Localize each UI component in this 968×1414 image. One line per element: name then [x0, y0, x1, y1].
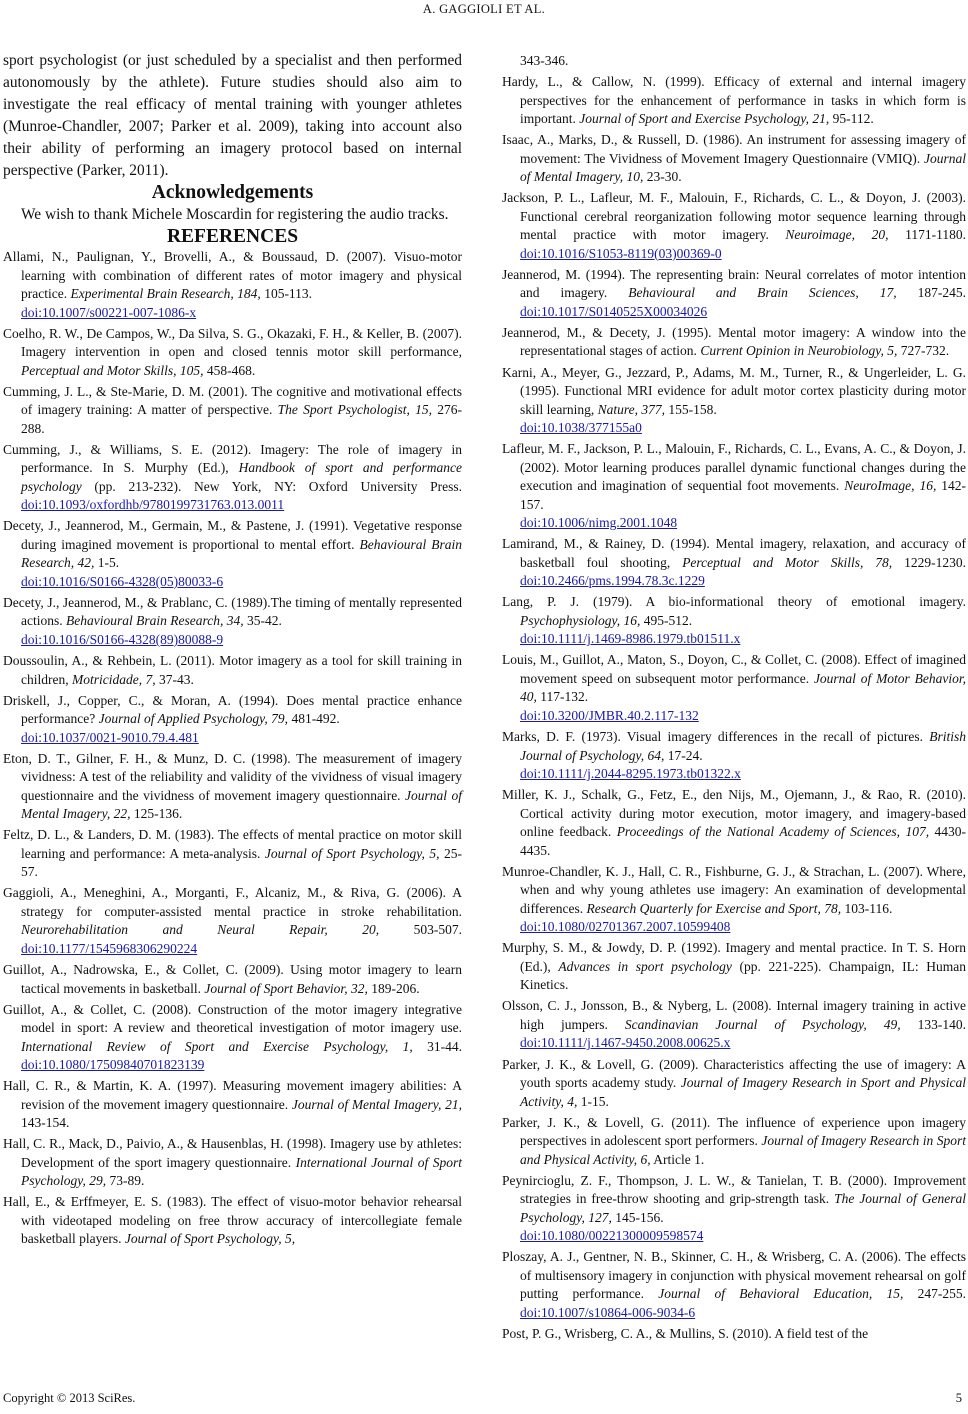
- reference-list-right: [502, 52, 966, 1343]
- reference-journal: Journal of Sport and Exercise Psychology, 21,: [579, 111, 830, 127]
- doi-link[interactable]: doi:10.1038/377155a0: [520, 420, 642, 436]
- reference-text: Karni, A., Meyer, G., Jezzard, P., Adams, M. M., Turner, R., & Ungerleider, L. G. (1995). Functional MRI evidence for adult motor cortex plasticity during motor skill learning,: [502, 364, 966, 417]
- reference-pages: 142-157.: [520, 478, 967, 512]
- reference-pages: 495-512.: [640, 612, 693, 628]
- reference-pages: 189-206.: [367, 980, 420, 996]
- reference-pages: (pp. 221-225). Champaign, IL: Human Kinetics.: [520, 958, 966, 993]
- reference-text: Murphy, S. M., & Jowdy, D. P. (1992). Imagery and mental practice. In T. S. Horn (Ed.),: [502, 940, 966, 974]
- reference-entry: [502, 52, 966, 71]
- doi-link[interactable]: doi:10.1007/s00221-007-1086-x: [21, 304, 197, 320]
- reference-entry: [3, 383, 462, 439]
- reference-entry: [502, 997, 966, 1053]
- left-column: [3, 50, 462, 1252]
- reference-pages: 125-136.: [130, 806, 183, 822]
- reference-entry: [502, 266, 966, 322]
- reference-journal: Experimental Brain Research, 184,: [70, 286, 261, 301]
- doi-link[interactable]: doi:10.1177/1545968306290224: [21, 940, 198, 956]
- reference-pages: 458-468.: [203, 362, 256, 378]
- reference-text: Lamirand, M., & Rainey, D. (1994). Mental imagery, relaxation, and accuracy of basketball foul shooting,: [502, 536, 966, 570]
- reference-journal: Journal of Mental Imagery, 21,: [291, 1096, 462, 1112]
- reference-text: Guillot, A., Nadrowska, E., & Collet, C. (2009). Using motor imagery to learn tactical movements in basketball.: [3, 962, 462, 996]
- reference-journal: Scandinavian Journal of Psychology, 49,: [624, 1016, 901, 1032]
- footer-page-number: 5: [955, 1391, 962, 1405]
- reference-entry: [502, 786, 966, 860]
- reference-pages: 276-288.: [21, 402, 462, 436]
- reference-text: Hall, C. R., & Martin, K. A. (1997). Measuring movement imagery abilities: A revision of the movement imagery questionnaire.: [3, 1078, 462, 1112]
- reference-pages: 145-156.: [611, 1209, 664, 1225]
- reference-text: Lang, P. J. (1979). A bio-informational theory of emotional imagery.: [502, 594, 966, 610]
- reference-entry: [502, 593, 966, 649]
- reference-text: Guillot, A., & Collet, C. (2008). Construction of the motor imagery integrative model in sport: A review and theoretical investigation of motor imagery use.: [3, 1001, 462, 1036]
- footer-copyright: Copyright © 2013 SciRes.: [3, 1391, 136, 1405]
- reference-journal: Journal of Mental Imagery, 22,: [21, 787, 462, 822]
- reference-text: Lafleur, M. F., Jackson, P. L., Malouin, F., Richards, C. L., Evans, A. C., & Doyon, J. (2002). Motor learning produces parallel dynamic functional changes during the execution and imagination of sequential foot movements.: [502, 441, 966, 494]
- reference-entry: [3, 248, 462, 322]
- doi-link[interactable]: doi:10.2466/pms.1994.78.3c.1229: [520, 573, 705, 589]
- reference-journal: Psychophysiology, 16,: [520, 612, 641, 628]
- reference-entry: [502, 535, 966, 591]
- reference-entry: [3, 884, 462, 958]
- reference-text: Decety, J., Jeannerod, M., & Prablanc, C. (1989).The timing of mentally represented actions.: [3, 594, 462, 629]
- doi-link[interactable]: doi:10.1111/j.2044-8295.1973.tb01322.x: [520, 766, 741, 782]
- reference-text: Doussoulin, A., & Rehbein, L. (2011). Motor imagery as a tool for skill training in children,: [3, 653, 462, 687]
- reference-text: Jeannerod, M. (1994). The representing brain: Neural correlates of motor intention and imagery.: [502, 266, 966, 301]
- reference-journal: Proceedings of the National Academy of Sciences, 107,: [616, 824, 930, 840]
- reference-entry: [502, 324, 966, 361]
- reference-entry: [502, 1056, 966, 1112]
- reference-entry: [502, 651, 966, 725]
- right-column: [502, 52, 966, 1346]
- doi-link[interactable]: doi:10.1093/oxfordhb/9780199731763.013.0011: [21, 497, 285, 513]
- doi-link[interactable]: doi:10.1016/S0166-4328(05)80033-6: [21, 573, 224, 589]
- reference-pages: 25-57.: [21, 845, 462, 880]
- reference-entry: [502, 1325, 966, 1344]
- reference-text: Cumming, J. L., & Ste-Marie, D. M. (2001). The cognitive and motivational effects of imagery training: A matter of perspective.: [3, 383, 462, 418]
- running-head: A. GAGGIOLI ET AL.: [422, 2, 546, 16]
- reference-pages: 143-154.: [21, 1115, 70, 1131]
- doi-link[interactable]: doi:10.1080/17509840701823139: [21, 1057, 205, 1073]
- reference-journal: British Journal of Psychology, 64,: [520, 729, 966, 763]
- reference-entry: [502, 189, 966, 263]
- reference-journal: Nature, 377,: [597, 401, 665, 417]
- reference-text: Isaac, A., Marks, D., & Russell, D. (1986). An instrument for assessing imagery of movement: The Vividness of Movement Imagery Questionnaire (VMIQ).: [502, 132, 966, 166]
- reference-entry: [3, 826, 462, 882]
- reference-text: Coelho, R. W., De Campos, W., Da Silva, S. G., Okazaki, F. H., & Keller, B. (2007). Imagery intervention in open and closed tennis motor skill performance,: [3, 325, 462, 360]
- reference-entry: [502, 939, 966, 995]
- reference-text: Parker, J. K., & Lovell, G. (2009). Characteristics affecting the use of imagery: A youth sports academy study.: [502, 1056, 966, 1090]
- reference-entry: [3, 517, 462, 591]
- doi-link[interactable]: doi:10.1080/02701367.2007.10599408: [520, 919, 731, 935]
- reference-entry: [502, 863, 966, 937]
- reference-journal: Current Opinion in Neurobiology, 5,: [700, 343, 898, 359]
- reference-journal: International Review of Sport and Exercise Psychology, 1,: [21, 1038, 413, 1054]
- reference-journal: Journal of Sport Behavior, 32,: [204, 980, 368, 996]
- reference-journal: Behavioural Brain Research, 42,: [21, 536, 462, 571]
- reference-text: Allami, N., Paulignan, Y., Brovelli, A., & Boussaud, D. (2007). Visuo-motor learning with combination of different rates of motor imagery and physical practice.: [3, 249, 462, 301]
- reference-journal: Journal of Motor Behavior, 40,: [520, 670, 966, 705]
- reference-entry: [502, 364, 966, 438]
- reference-journal: Journal of Sport Psychology, 5,: [124, 1231, 296, 1247]
- reference-pages: 95-112.: [829, 111, 874, 127]
- reference-entry: [3, 1077, 462, 1133]
- reference-entry: [3, 961, 462, 998]
- reference-pages: 4430-4435.: [520, 824, 966, 858]
- reference-entry: [3, 441, 462, 515]
- reference-journal: Advances in sport psychology: [558, 958, 732, 974]
- reference-text: Ploszay, A. J., Gentner, N. B., Skinner, C. H., & Wrisberg, C. A. (2006). The effects of multisensory imagery in conjunction with physical movement rehearsal on golf putting performance.: [502, 1249, 966, 1302]
- reference-text: Feltz, D. L., & Landers, D. M. (1983). The effects of mental practice on motor skill learning and performance: A meta-analysis.: [3, 827, 462, 861]
- reference-pages: 1171-1180.: [888, 227, 966, 243]
- reference-pages: 23-30.: [643, 169, 682, 185]
- reference-text: Cumming, J., & Williams, S. E. (2012). Imagery: The role of imagery in performance. In S. Murphy (Ed.),: [3, 441, 462, 476]
- reference-pages: 73-89.: [106, 1173, 145, 1189]
- reference-journal: Perceptual and Motor Skills, 105,: [21, 362, 204, 378]
- reference-journal: Behavioural Brain Research, 34,: [66, 613, 244, 629]
- reference-journal: The Sport Psychologist, 15,: [277, 402, 433, 418]
- reference-text: Peynircioglu, Z. F., Thompson, J. L. W., & Tanielan, T. B. (2000). Improvement strategies in free-throw shooting and grip-strength task.: [502, 1172, 966, 1207]
- reference-pages: 247-255.: [903, 1286, 966, 1302]
- reference-pages: 155-158.: [665, 401, 717, 417]
- reference-pages: 31-44.: [412, 1038, 462, 1054]
- reference-pages: 133-140.: [900, 1016, 967, 1032]
- reference-text: Eton, D. T., Gilner, F. H., & Munz, D. C. (1998). The measurement of imagery vividness: A test of the reliability and validity of the vividness of visual imagery questionnaire and the vividness of movement imagery questionnaire.: [3, 750, 462, 803]
- doi-link[interactable]: doi:10.3200/JMBR.40.2.117-132: [520, 707, 699, 723]
- reference-entry: [3, 652, 462, 689]
- reference-text: Decety, J., Jeannerod, M., Germain, M., & Pastene, J. (1991). Vegetative response during imagined movement is proportional to mental effort.: [3, 518, 462, 552]
- reference-text: Post, P. G., Wrisberg, C. A., & Mullins, S. (2010). A field test of the: [502, 1325, 869, 1341]
- reference-pages: 35-42.: [243, 613, 282, 629]
- reference-journal: Journal of Imagery Research in Sport and Physical Activity, 6,: [520, 1133, 967, 1167]
- reference-journal: Journal of Applied Psychology, 79,: [98, 711, 289, 727]
- reference-text: Marks, D. F. (1973). Visual imagery differences in the recall of pictures.: [502, 729, 930, 745]
- reference-entry: [502, 73, 966, 129]
- reference-entry: [502, 1248, 966, 1322]
- reference-journal: Neuroimage, 20,: [785, 227, 889, 243]
- reference-text: Louis, M., Guillot, A., Maton, S., Doyon, C., & Collet, C. (2008). Effect of imagined movement speed on subsequent motor performance.: [502, 652, 966, 686]
- reference-text: Jackson, P. L., Lafleur, M. F., Malouin, F., Richards, C. L., & Doyon, J. (2003). Functional cerebral reorganization following motor sequence learning through mental practice with motor imagery.: [502, 190, 966, 243]
- reference-journal: Motricidade, 7,: [71, 671, 156, 687]
- reference-entry: [502, 440, 966, 533]
- reference-journal: Neurorehabilitation and Neural Repair, 20,: [21, 922, 380, 938]
- reference-pages: 187-245.: [896, 285, 966, 301]
- reference-pages: 1-15.: [577, 1093, 609, 1109]
- reference-journal: NeuroImage, 16,: [844, 478, 937, 494]
- reference-pages: 37-43.: [155, 671, 194, 687]
- reference-pages: 481-492.: [288, 711, 340, 727]
- acknowledgements-text: We wish to thank Michele Moscardin for registering the audio tracks.: [21, 206, 449, 223]
- doi-link[interactable]: doi:10.1016/S0166-4328(89)80088-9: [21, 631, 224, 647]
- reference-journal: The Journal of General Psychology, 127,: [520, 1191, 966, 1225]
- doi-link[interactable]: doi:10.1111/j.1467-9450.2008.00625.x: [520, 1035, 731, 1051]
- reference-entry: [3, 750, 462, 824]
- doi-link[interactable]: doi:10.1111/j.1469-8986.1979.tb01511.x: [520, 631, 741, 647]
- reference-entry: [3, 1193, 462, 1249]
- reference-pages: (pp. 213-232). New York, NY: Oxford University Press.: [81, 478, 462, 494]
- reference-text: Hall, E., & Erffmeyer, E. S. (1983). The effect of visuo-motor behavior rehearsal with videotaped modeling on free throw accuracy of intercollegiate female basketball players.: [3, 1194, 462, 1247]
- reference-journal: Journal of Imagery Research in Sport and Physical Activity, 4,: [520, 1075, 966, 1109]
- reference-entry: [3, 594, 462, 650]
- doi-link[interactable]: doi:10.1007/s10864-006-9034-6: [520, 1304, 696, 1320]
- reference-text: Hall, C. R., Mack, D., Paivio, A., & Hausenblas, H. (1998). Imagery use by athletes: Development of the sport imagery questionnaire.: [3, 1136, 462, 1170]
- reference-journal: Journal of Behavioral Education, 15,: [658, 1286, 904, 1302]
- reference-pages: 105-113.: [260, 286, 313, 301]
- reference-pages: 727-732.: [897, 343, 950, 359]
- reference-text: 343-346.: [520, 53, 569, 68]
- doi-link[interactable]: doi:10.1017/S0140525X00034026: [520, 303, 708, 319]
- reference-pages: 17-24.: [664, 747, 703, 763]
- doi-link[interactable]: doi:10.1016/S1053-8119(03)00369-0: [520, 245, 722, 261]
- acknowledgements-title: Acknowledgements: [151, 182, 314, 203]
- reference-pages: Article 1.: [650, 1151, 705, 1167]
- reference-pages: 117-132.: [536, 689, 589, 705]
- reference-pages: 1229-1230.: [892, 554, 966, 570]
- reference-text: Munroe-Chandler, K. J., Hall, C. R., Fishburne, G. J., & Strachan, L. (2007). Where, when and why young athletes use imagery: An examination of developmental differences.: [502, 863, 966, 916]
- reference-text: Driskell, J., Copper, C., & Moran, A. (1994). Does mental practice enhance performance?: [3, 692, 462, 727]
- reference-journal: Handbook of sport and performance psychology: [21, 460, 463, 494]
- reference-entry: [502, 728, 966, 784]
- reference-journal: Journal of Sport Psychology, 5,: [264, 845, 440, 861]
- reference-pages: 503-507.: [379, 922, 463, 938]
- reference-entry: [502, 1114, 966, 1170]
- doi-link[interactable]: doi:10.1006/nimg.2001.1048: [520, 515, 678, 531]
- doi-link[interactable]: doi:10.1037/0021-9010.79.4.481: [21, 729, 199, 745]
- reference-entry: [3, 692, 462, 748]
- reference-text: Parker, J. K., & Lovell, G. (2011). The influence of experience upon imagery perspectives in adolescent sport performers.: [502, 1114, 966, 1149]
- reference-pages: 103-116.: [841, 900, 893, 916]
- reference-text: Miller, K. J., Schalk, G., Fetz, E., den Nijs, M., Ojemann, J., & Rao, R. (2010). Cortical activity during motor execution, motor imagery, and imagery-based online feedback.: [502, 787, 966, 840]
- references-title: REFERENCES: [166, 226, 299, 247]
- reference-journal: International Journal of Sport Psychology, 29,: [21, 1154, 462, 1189]
- intro-paragraph: sport psychologist (or just scheduled by a specialist and then performed autonomously by the athlete). Future studies should also aim to investigate the real efficacy of mental training with younger athletes (Munroe-Chandler, 2007; Parker et al. 2009), taking into account also their ability of performing an imagery protocol based on internal perspective (Parker, 2011).: [3, 52, 462, 179]
- doi-link[interactable]: doi:10.1080/00221300009598574: [520, 1228, 704, 1244]
- reference-entry: [3, 325, 462, 381]
- reference-journal: Behavioural and Brain Sciences, 17,: [628, 285, 897, 301]
- reference-journal: Journal of Mental Imagery, 10,: [520, 150, 966, 185]
- reference-journal: Research Quarterly for Exercise and Sport, 78,: [586, 900, 842, 916]
- reference-entry: [502, 131, 966, 187]
- reference-journal: Perceptual and Motor Skills, 78,: [682, 554, 893, 570]
- reference-entry: [3, 1001, 462, 1075]
- reference-entry: [502, 1172, 966, 1246]
- reference-entry: [3, 1135, 462, 1191]
- reference-text: Gaggioli, A., Meneghini, A., Morganti, F., Alcaniz, M., & Riva, G. (2006). A strategy for computer-assisted mental practice in stroke rehabilitation.: [3, 885, 462, 919]
- reference-text: Olsson, C. J., Jonsson, B., & Nyberg, L. (2008). Internal imagery training in active high jumpers.: [502, 998, 966, 1032]
- reference-list-left: [3, 248, 462, 1249]
- reference-pages: 1-5.: [94, 555, 120, 571]
- reference-text: Jeannerod, M., & Decety, J. (1995). Mental motor imagery: A window into the representational stages of action.: [502, 324, 966, 359]
- reference-text: Hardy, L., & Callow, N. (1999). Efficacy of external and internal imagery perspectives for the enhancement of performance in tasks in which form is important.: [502, 74, 966, 127]
